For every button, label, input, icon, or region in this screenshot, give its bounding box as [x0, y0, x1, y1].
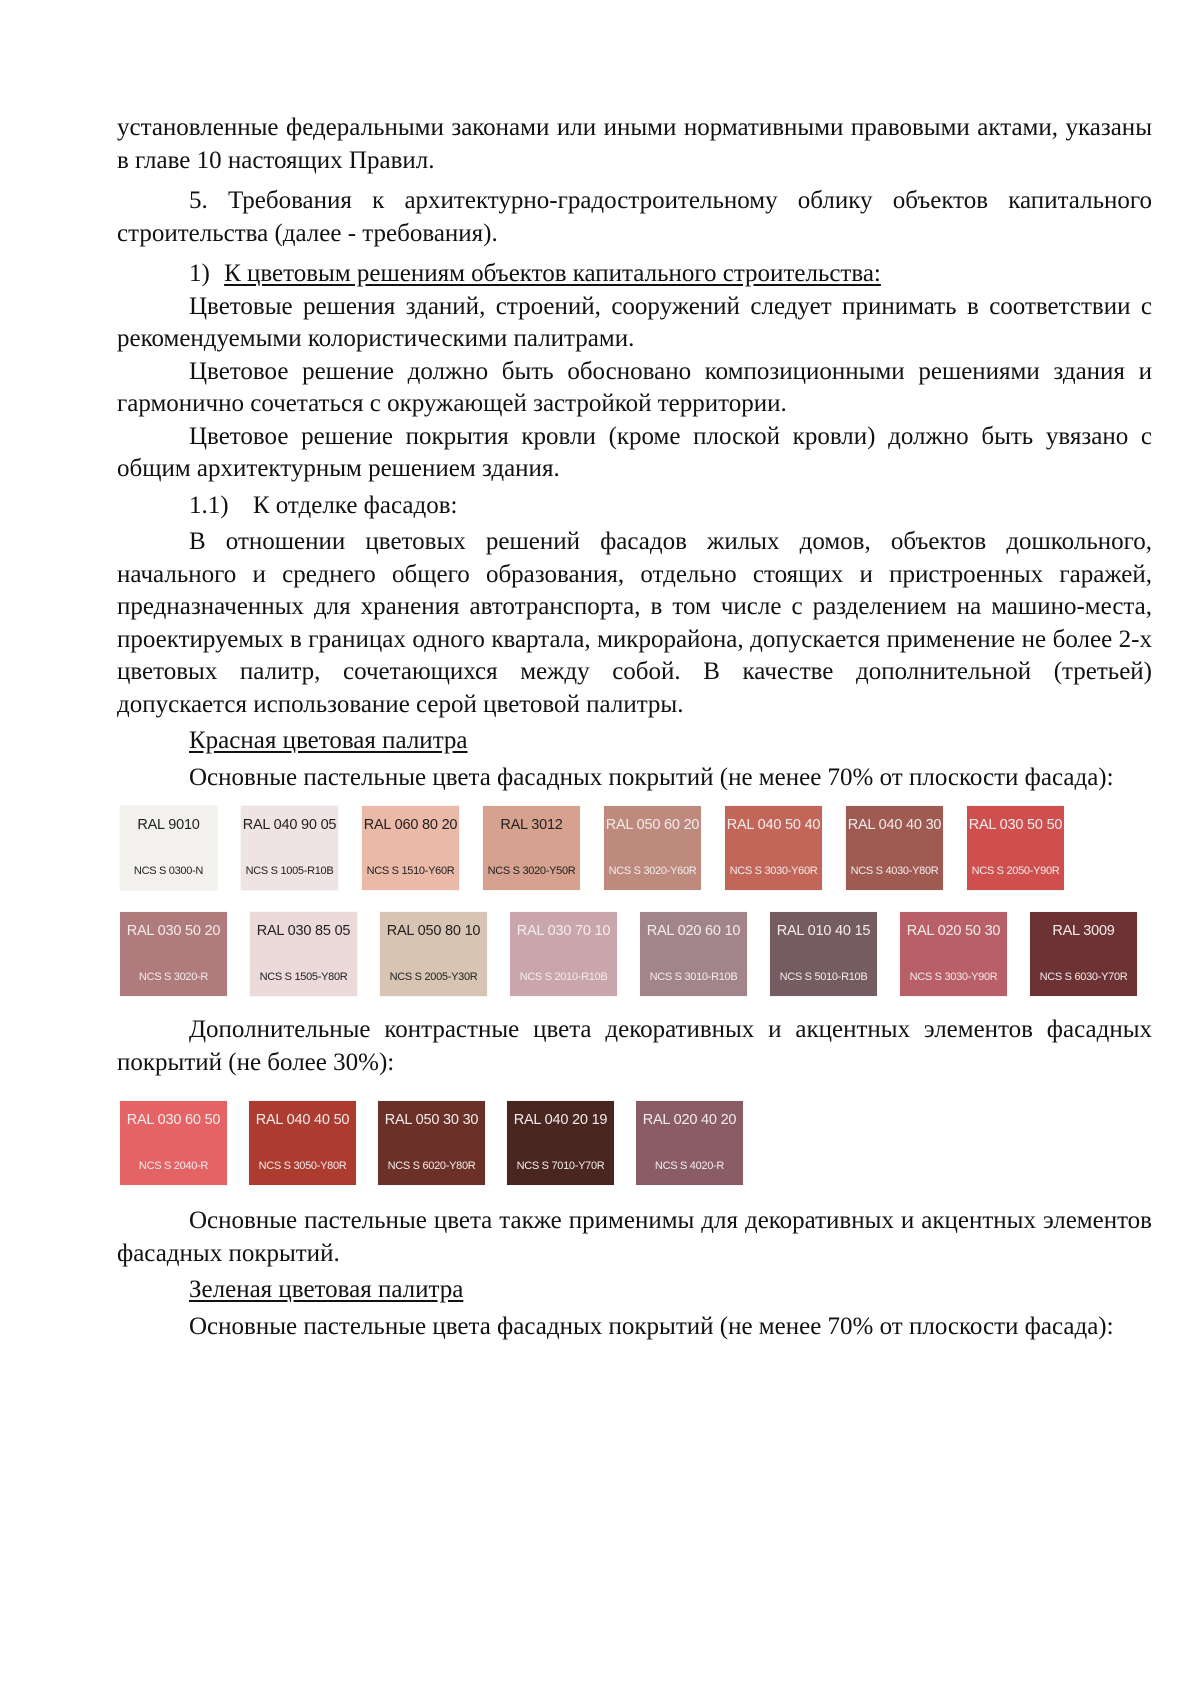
heading-color-solutions — [117, 258, 1152, 291]
ral-code: RAL 060 80 20 — [363, 816, 458, 833]
paragraph-roof: Цветовое решение покрытия кровли (кроме плоской кровли) должно быть увязано с общим архитектурным решением здания. — [117, 422, 1152, 482]
heading-number: 1.1) — [189, 491, 229, 519]
swatch-row-main-1 — [120, 806, 1152, 890]
heading-facades — [117, 490, 1152, 523]
color-swatch — [1030, 912, 1137, 996]
ncs-code: NCS S 3030-Y60R — [729, 865, 818, 877]
ncs-code: NCS S 3010-R10B — [649, 971, 738, 983]
ral-code: RAL 9010 — [137, 816, 200, 833]
swatch-row-main-2 — [120, 912, 1152, 996]
ral-code: RAL 010 40 15 — [776, 922, 871, 939]
ral-code: RAL 020 40 20 — [642, 1111, 737, 1128]
color-swatch — [241, 806, 338, 890]
color-swatch — [770, 912, 877, 996]
heading-number: 1) — [189, 260, 210, 287]
ncs-code: NCS S 0300-N — [133, 865, 204, 877]
ncs-code: NCS S 2010-R10B — [519, 971, 608, 983]
ncs-code: NCS S 3050-Y80R — [258, 1160, 347, 1172]
ral-code: RAL 050 30 30 — [384, 1111, 479, 1128]
ncs-code: NCS S 1510-Y60R — [366, 865, 455, 877]
ncs-code: NCS S 4030-Y80R — [850, 865, 939, 877]
paragraph-contrast-colors: Дополнительные контрастные цвета декоративных и акцентных элементов фасадных покрытий (не более 30%): — [117, 1016, 1152, 1076]
color-swatch — [725, 806, 822, 890]
paragraph-facade-rules: В отношении цветовых решений фасадов жилых домов, объектов дошкольного, начального и среднего общего образования, отдельно стоящих и пристроенных гаражей, предназначенных для хранения автотранспорта, в том числе с разделением на машино-места, проектируемых в границах одного квартала, микрорайона, допускается применение не более 2-х цветовых палитр, сочетающихся между собой. В качестве дополнительной (третьей) допускается использование серой цветовой палитры. — [117, 528, 1152, 718]
color-swatch — [483, 806, 580, 890]
ncs-code: NCS S 2005-Y30R — [389, 971, 478, 983]
color-swatch — [120, 1101, 227, 1185]
color-swatch — [900, 912, 1007, 996]
ncs-code: NCS S 3020-R — [138, 971, 209, 983]
ncs-code: NCS S 2050-Y90R — [971, 865, 1060, 877]
color-swatch — [846, 806, 943, 890]
color-swatch — [120, 806, 217, 890]
ral-code: RAL 050 60 20 — [605, 816, 700, 833]
green-palette-title — [117, 1274, 1152, 1307]
ncs-code: NCS S 3020-Y50R — [487, 865, 576, 877]
ral-code: RAL 050 80 10 — [386, 922, 481, 939]
ncs-code: NCS S 3020-Y60R — [608, 865, 697, 877]
ral-code: RAL 020 50 30 — [906, 922, 1001, 939]
ral-code: RAL 030 70 10 — [516, 922, 611, 939]
ral-code: RAL 020 60 10 — [646, 922, 741, 939]
ncs-code: NCS S 2040-R — [138, 1160, 209, 1172]
ncs-code: NCS S 4020-R — [654, 1160, 725, 1172]
ncs-code: NCS S 1005-R10B — [245, 865, 334, 877]
ncs-code: NCS S 5010-R10B — [779, 971, 868, 983]
color-swatch — [510, 912, 617, 996]
color-swatch — [636, 1101, 743, 1185]
color-swatch — [249, 1101, 356, 1185]
paragraph-color-palettes: Цветовые решения зданий, строений, сооружений следует принимать в соответствии с рекомендуемыми колористическими палитрами. — [117, 292, 1152, 352]
ncs-code: NCS S 7010-Y70R — [516, 1160, 605, 1172]
ncs-code: NCS S 3030-Y90R — [909, 971, 998, 983]
color-swatch — [380, 912, 487, 996]
heading-text: К цветовым решениям объектов капитального строительства: — [224, 260, 881, 287]
color-swatch — [362, 806, 459, 890]
ral-code: RAL 3012 — [500, 816, 563, 833]
red-palette-title — [117, 725, 1152, 758]
swatch-row-accent — [120, 1101, 1152, 1185]
ral-code: RAL 030 50 50 — [968, 816, 1063, 833]
color-swatch — [640, 912, 747, 996]
color-swatch — [378, 1101, 485, 1185]
ncs-code: NCS S 6030-Y70R — [1039, 971, 1128, 983]
paragraph-continuation: установленные федеральными законами или иными нормативными правовыми актами, указаны в главе 10 настоящих Правил. — [117, 114, 1152, 174]
ncs-code: NCS S 1505-Y80R — [259, 971, 348, 983]
paragraph-green-main-pastel: Основные пастельные цвета фасадных покрытий (не менее 70% от плоскости фасада): — [189, 1312, 1114, 1340]
paragraph-requirements: 5. Требования к архитектурно-градостроительному облику объектов капитального строительства (далее - требования). — [117, 187, 1152, 247]
ral-code: RAL 030 50 20 — [126, 922, 221, 939]
ral-code: RAL 040 40 30 — [847, 816, 942, 833]
paragraph-composition: Цветовое решение должно быть обосновано композиционными решениями здания и гармонично сочетаться с окружающей застройкой территории. — [117, 357, 1152, 417]
color-swatch — [507, 1101, 614, 1185]
ral-code: RAL 040 50 40 — [726, 816, 821, 833]
red-palette-title-text: Красная цветовая палитра — [189, 727, 468, 754]
paragraph-pastel-applicable: Основные пастельные цвета также применимы для декоративных и акцентных элементов фасадных покрытий. — [117, 1207, 1152, 1267]
ral-code: RAL 040 90 05 — [242, 816, 337, 833]
ral-code: RAL 030 60 50 — [126, 1111, 221, 1128]
color-swatch — [250, 912, 357, 996]
color-swatch — [120, 912, 227, 996]
paragraph-main-pastel: Основные пастельные цвета фасадных покрытий (не менее 70% от плоскости фасада): — [189, 763, 1114, 791]
heading-text: К отделке фасадов: — [252, 491, 458, 519]
ral-code: RAL 3009 — [1052, 922, 1115, 939]
ral-code: RAL 040 40 50 — [255, 1111, 350, 1128]
green-palette-title-text: Зеленая цветовая палитра — [189, 1276, 464, 1303]
ral-code: RAL 030 85 05 — [256, 922, 351, 939]
ral-code: RAL 040 20 19 — [513, 1111, 608, 1128]
color-swatch — [604, 806, 701, 890]
color-swatch — [967, 806, 1064, 890]
ncs-code: NCS S 6020-Y80R — [387, 1160, 476, 1172]
